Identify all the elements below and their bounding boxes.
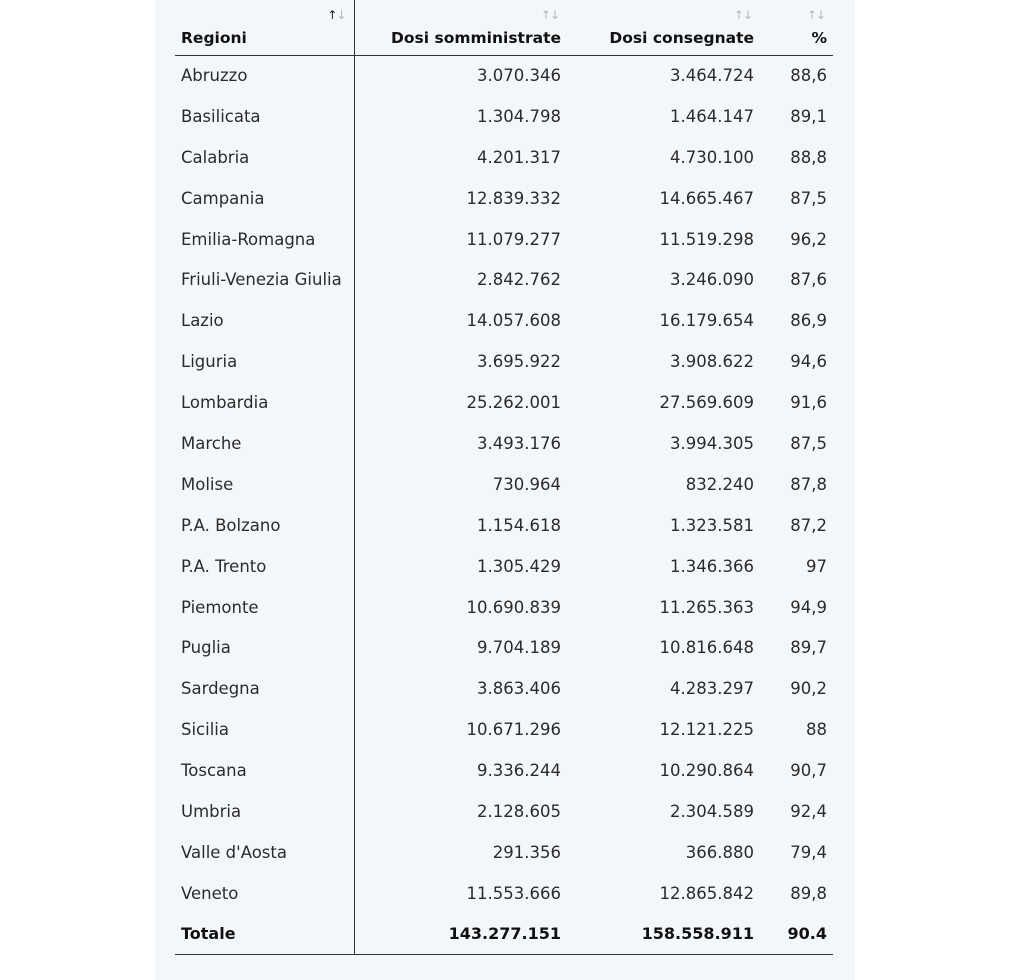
column-header-percent[interactable] — [760, 0, 833, 55]
table-row — [175, 587, 833, 628]
cell-regione: Valle d'Aosta — [175, 832, 354, 873]
cell-percent: 89,1 — [790, 106, 827, 126]
cell-dosi-somministrate: 291.356 — [492, 842, 561, 862]
table-row — [175, 137, 833, 178]
cell-regione: Campania — [175, 178, 354, 219]
cell-dosi-consegnate: 16.179.654 — [659, 311, 754, 331]
cell-regione: Puglia — [175, 627, 354, 668]
table-row — [175, 300, 833, 341]
vaccine-doses-table — [175, 0, 833, 955]
cell-regione: Abruzzo — [175, 55, 354, 96]
cell-regione: Toscana — [175, 750, 354, 791]
table-header-row — [175, 0, 833, 55]
cell-regione: Lombardia — [175, 382, 354, 423]
cell-regione: Molise — [175, 464, 354, 505]
cell-dosi-somministrate: 1.305.429 — [477, 556, 561, 576]
cell-percent: 86,9 — [790, 311, 827, 331]
cell-dosi-consegnate: 10.290.864 — [659, 761, 754, 781]
cell-percent: 88,8 — [790, 147, 827, 167]
cell-dosi-somministrate: 3.863.406 — [477, 679, 561, 699]
column-header-dosi-somministrate[interactable] — [354, 0, 567, 55]
table-panel — [155, 0, 855, 980]
cell-dosi-consegnate: 12.121.225 — [659, 720, 754, 740]
total-dosi-consegnate: 158.558.911 — [567, 914, 760, 955]
table-row — [175, 178, 833, 219]
table-total-row — [175, 914, 833, 955]
total-label: Totale — [175, 914, 354, 955]
cell-regione: Sardegna — [175, 668, 354, 709]
table-row — [175, 464, 833, 505]
table-row — [175, 832, 833, 873]
cell-dosi-consegnate: 27.569.609 — [659, 393, 754, 413]
cell-dosi-consegnate: 3.908.622 — [670, 352, 754, 372]
cell-dosi-consegnate: 14.665.467 — [659, 188, 754, 208]
cell-percent: 94,6 — [790, 352, 827, 372]
cell-regione: P.A. Trento — [175, 546, 354, 587]
cell-percent: 96,2 — [790, 229, 827, 249]
table-row — [175, 505, 833, 546]
cell-dosi-somministrate: 11.553.666 — [466, 883, 561, 903]
cell-regione: Sicilia — [175, 709, 354, 750]
cell-dosi-consegnate: 4.730.100 — [670, 147, 754, 167]
table-row — [175, 259, 833, 300]
cell-regione: P.A. Bolzano — [175, 505, 354, 546]
cell-regione: Liguria — [175, 341, 354, 382]
cell-dosi-consegnate: 1.346.366 — [670, 556, 754, 576]
cell-dosi-somministrate: 10.671.296 — [466, 720, 561, 740]
cell-dosi-consegnate: 2.304.589 — [670, 801, 754, 821]
cell-dosi-consegnate: 3.246.090 — [670, 270, 754, 290]
total-dosi-somministrate: 143.277.151 — [354, 914, 567, 955]
cell-dosi-consegnate: 3.994.305 — [670, 433, 754, 453]
cell-dosi-consegnate: 10.816.648 — [659, 638, 754, 658]
cell-percent: 94,9 — [790, 597, 827, 617]
cell-percent: 87,8 — [790, 474, 827, 494]
column-header-dosi-consegnate[interactable] — [567, 0, 760, 55]
column-header-regioni[interactable] — [175, 0, 354, 55]
sort-icon[interactable]: ↑↓ — [733, 8, 752, 22]
total-percent: 90.4 — [760, 914, 833, 955]
cell-percent: 92,4 — [790, 801, 827, 821]
cell-dosi-consegnate: 1.464.147 — [670, 106, 754, 126]
sort-icon[interactable]: ↑↓ — [327, 8, 346, 22]
table-row — [175, 709, 833, 750]
table-row — [175, 55, 833, 96]
cell-dosi-somministrate: 11.079.277 — [466, 229, 561, 249]
sort-icon[interactable]: ↑↓ — [540, 8, 559, 22]
cell-dosi-somministrate: 2.842.762 — [477, 270, 561, 290]
cell-dosi-somministrate: 1.154.618 — [477, 515, 561, 535]
table-row — [175, 873, 833, 914]
cell-percent: 89,8 — [790, 883, 827, 903]
column-header-label: Dosi consegnate — [609, 28, 754, 47]
cell-dosi-somministrate: 3.695.922 — [477, 352, 561, 372]
cell-regione: Friuli-Venezia Giulia — [175, 259, 354, 300]
table-row — [175, 668, 833, 709]
cell-percent: 90,2 — [790, 679, 827, 699]
cell-regione: Marche — [175, 423, 354, 464]
cell-percent: 87,5 — [790, 433, 827, 453]
cell-regione: Piemonte — [175, 587, 354, 628]
column-header-label: Regioni — [181, 28, 247, 47]
cell-dosi-somministrate: 3.493.176 — [477, 433, 561, 453]
column-header-label: Dosi somministrate — [391, 28, 561, 47]
cell-percent: 87,5 — [790, 188, 827, 208]
cell-percent: 91,6 — [790, 393, 827, 413]
cell-dosi-somministrate: 14.057.608 — [466, 311, 561, 331]
table-row — [175, 341, 833, 382]
cell-dosi-consegnate: 3.464.724 — [670, 66, 754, 86]
cell-dosi-somministrate: 9.336.244 — [477, 761, 561, 781]
table-row — [175, 750, 833, 791]
table-row — [175, 382, 833, 423]
table-row — [175, 96, 833, 137]
cell-percent: 79,4 — [790, 842, 827, 862]
table-row — [175, 219, 833, 260]
cell-dosi-somministrate: 3.070.346 — [477, 66, 561, 86]
table-row — [175, 627, 833, 668]
cell-percent: 88 — [806, 720, 827, 740]
cell-regione: Basilicata — [175, 96, 354, 137]
cell-dosi-consegnate: 832.240 — [685, 474, 754, 494]
cell-dosi-consegnate: 11.519.298 — [659, 229, 754, 249]
table-row — [175, 546, 833, 587]
sort-icon[interactable]: ↑↓ — [806, 8, 825, 22]
cell-dosi-somministrate: 12.839.332 — [466, 188, 561, 208]
cell-dosi-consegnate: 4.283.297 — [670, 679, 754, 699]
cell-dosi-somministrate: 4.201.317 — [477, 147, 561, 167]
cell-regione: Lazio — [175, 300, 354, 341]
cell-dosi-consegnate: 1.323.581 — [670, 515, 754, 535]
cell-regione: Veneto — [175, 873, 354, 914]
column-header-label: % — [811, 28, 827, 47]
cell-dosi-consegnate: 11.265.363 — [659, 597, 754, 617]
cell-dosi-somministrate: 25.262.001 — [466, 393, 561, 413]
cell-dosi-somministrate: 9.704.189 — [477, 638, 561, 658]
cell-percent: 97 — [806, 556, 827, 576]
cell-dosi-somministrate: 1.304.798 — [477, 106, 561, 126]
table-row — [175, 791, 833, 832]
cell-dosi-consegnate: 12.865.842 — [659, 883, 754, 903]
cell-percent: 88,6 — [790, 66, 827, 86]
cell-percent: 87,2 — [790, 515, 827, 535]
cell-dosi-somministrate: 730.964 — [492, 474, 561, 494]
cell-dosi-somministrate: 2.128.605 — [477, 801, 561, 821]
table-row — [175, 423, 833, 464]
cell-dosi-consegnate: 366.880 — [685, 842, 754, 862]
cell-percent: 89,7 — [790, 638, 827, 658]
cell-percent: 90,7 — [790, 761, 827, 781]
cell-regione: Emilia-Romagna — [175, 219, 354, 260]
cell-percent: 87,6 — [790, 270, 827, 290]
cell-regione: Umbria — [175, 791, 354, 832]
cell-regione: Calabria — [175, 137, 354, 178]
cell-dosi-somministrate: 10.690.839 — [466, 597, 561, 617]
